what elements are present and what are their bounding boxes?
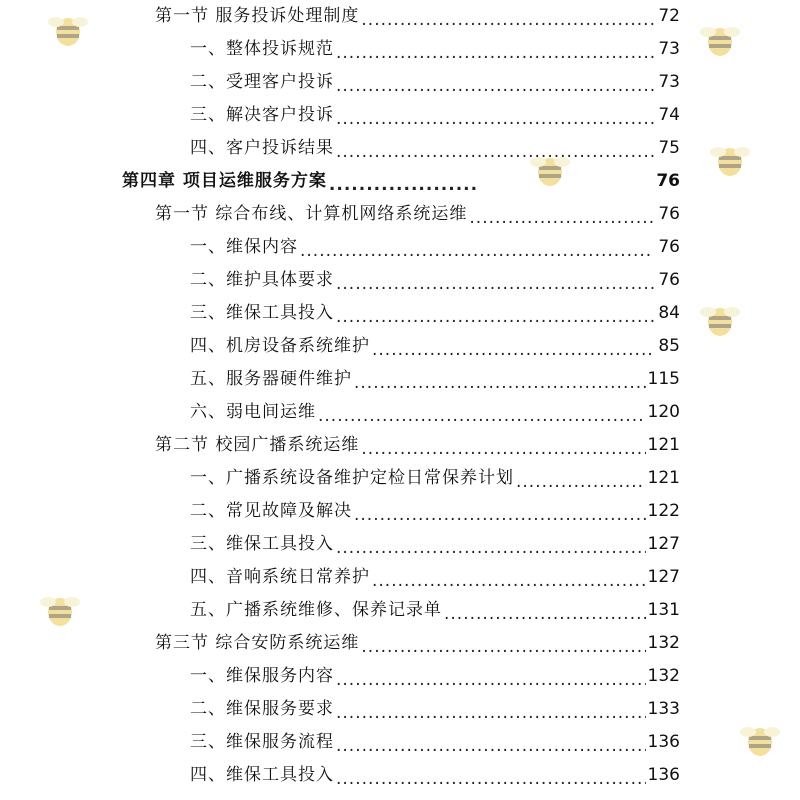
toc-entry-subsection[interactable] [190,99,680,132]
toc-entry-section[interactable] [155,198,680,231]
toc-leader-dots [318,405,646,429]
toc-entry-title: 二、维保服务要求 [190,699,334,719]
toc-entry-title: 一、维保服务内容 [190,666,334,686]
toc-entry-title: 二、受理客户投诉 [190,72,334,92]
toc-leader-dots [336,75,654,99]
toc-leader-dots [372,570,646,594]
toc-entry-page: 74 [658,105,680,125]
toc-entry-page: 127 [647,534,680,554]
bee-watermark-icon [30,590,90,654]
bee-watermark-icon [700,140,760,204]
toc-leader-dots [336,141,654,165]
toc-entry-page: 121 [647,468,680,488]
toc-entry-subsection[interactable] [190,297,680,330]
toc-entry-subsection[interactable] [190,693,680,726]
toc-entry-page: 73 [658,39,680,59]
toc-leader-dots [361,636,645,660]
toc-leader-dots [336,768,646,792]
toc-entry-title: 第一节 服务投诉处理制度 [155,6,360,26]
toc-entry-page: 76 [658,204,680,224]
toc-entry-page: 72 [658,6,680,26]
toc-entry-page: 131 [647,600,680,620]
toc-leader-dots [361,438,645,462]
toc-entry-title: 一、广播系统设备维护定检日常保养计划 [190,468,514,488]
toc-entry-page: 133 [647,699,680,719]
toc-leader-dots [336,735,646,759]
toc-entry-subsection[interactable] [190,396,680,429]
toc-entry-page: 84 [658,303,680,323]
toc-entry-subsection[interactable] [190,528,680,561]
toc-leader-dots [469,207,654,231]
toc-leader-dots [336,42,654,66]
toc-leader-dots [329,174,477,198]
bee-watermark-icon [690,20,750,84]
toc-entry-title: 四、音响系统日常养护 [190,567,370,587]
toc-entry-page: 136 [647,732,680,752]
toc-entry-subsection[interactable] [190,363,680,396]
toc-entry-page: 75 [658,138,680,158]
toc-entry-subsection[interactable] [190,561,680,594]
toc-entry-title: 四、维保工具投入 [190,765,334,785]
toc-entry-subsection[interactable] [190,231,680,264]
toc-leader-dots [354,504,646,528]
toc-leader-dots [444,603,646,627]
toc-entry-title: 一、维保内容 [190,237,298,257]
bee-watermark-icon [38,10,98,74]
toc-entry-section[interactable] [155,429,680,462]
toc-entry-subsection[interactable] [190,66,680,99]
toc-leader-dots [361,9,654,33]
toc-entry-subsection[interactable] [190,495,680,528]
toc-entry-page: 73 [658,72,680,92]
toc-entry-page: 115 [647,369,680,389]
toc-entry-title: 四、机房设备系统维护 [190,336,370,356]
toc-entry-chapter[interactable] [122,165,680,198]
bee-watermark-icon [690,300,750,364]
toc-leader-dots [336,669,646,693]
bee-watermark-icon [730,720,790,784]
toc-leader-dots [336,702,646,726]
toc-entry-title: 三、维保工具投入 [190,534,334,554]
toc-leader-dots [354,372,646,396]
toc-leader-dots [300,240,654,264]
toc-entry-page: 121 [647,435,680,455]
toc-entry-title: 二、常见故障及解决 [190,501,352,521]
toc-entry-subsection[interactable] [190,264,680,297]
toc-entry-subsection[interactable] [190,462,680,495]
toc-entry-title: 五、广播系统维修、保养记录单 [190,600,442,620]
toc-entry-subsection[interactable] [190,594,680,627]
toc-entry-title: 第二节 校园广播系统运维 [155,435,360,455]
toc-leader-dots [336,537,646,561]
toc-entry-page: 76 [658,270,680,290]
toc-entry-title: 六、弱电间运维 [190,402,316,422]
toc-entry-subsection[interactable] [190,726,680,759]
toc-entry-subsection[interactable] [190,132,680,165]
toc-entry-title: 五、服务器硬件维护 [190,369,352,389]
toc-entry-page: 127 [647,567,680,587]
toc-entry-page: 85 [658,336,680,356]
toc-entry-page: 76 [656,171,680,191]
toc-entry-section[interactable] [155,627,680,660]
toc-entry-title: 三、解决客户投诉 [190,105,334,125]
toc-leader-dots [372,339,654,363]
toc-entry-title: 第一节 综合布线、计算机网络系统运维 [155,204,468,224]
toc-entry-page: 76 [658,237,680,257]
toc-entry-page: 132 [647,666,680,686]
toc-entry-title: 一、整体投诉规范 [190,39,334,59]
toc-entry-section[interactable] [155,0,680,33]
toc-leader-dots [336,306,654,330]
toc-entry-title: 二、维护具体要求 [190,270,334,290]
toc-entry-title: 四、客户投诉结果 [190,138,334,158]
toc-leader-dots [336,273,654,297]
toc-entry-title: 三、维保工具投入 [190,303,334,323]
toc-entry-title: 第三节 综合安防系统运维 [155,633,360,653]
toc-entry-page: 136 [647,765,680,785]
toc-entry-subsection[interactable] [190,759,680,792]
toc-entry-title: 三、维保服务流程 [190,732,334,752]
toc-entry-subsection[interactable] [190,330,680,363]
toc-entry-subsection[interactable] [190,33,680,66]
toc-entry-title: 第四章 项目运维服务方案 [122,171,327,191]
toc-entry-page: 120 [647,402,680,422]
toc-entry-page: 132 [647,633,680,653]
toc-entry-page: 122 [647,501,680,521]
toc-leader-dots [516,471,646,495]
toc-entry-subsection[interactable] [190,660,680,693]
toc-leader-dots [336,108,654,132]
